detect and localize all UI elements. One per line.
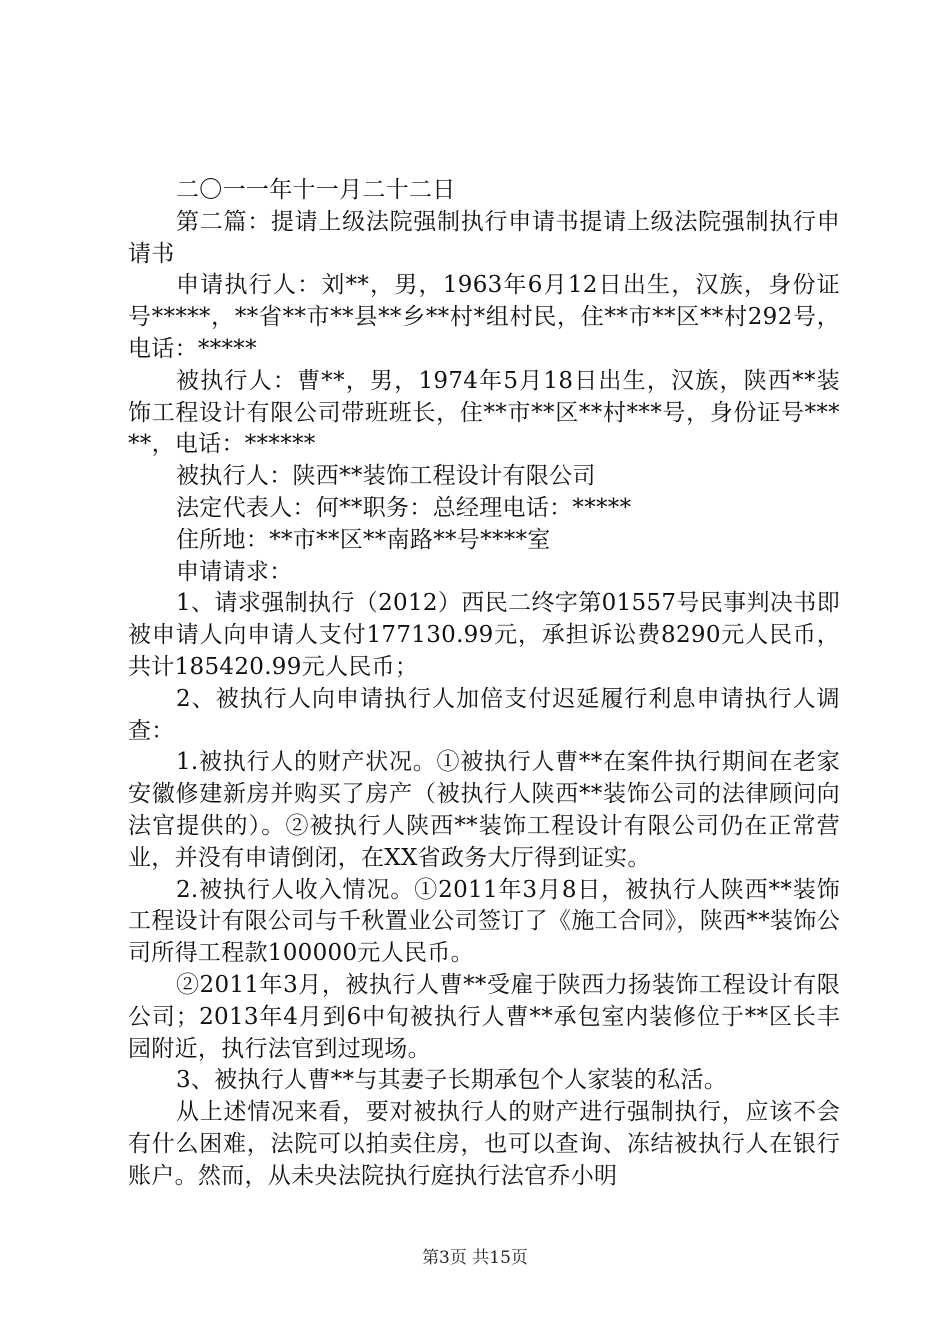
investigation-item-1: 1.被执行人的财产状况。①被执行人曹**在案件执行期间在老家安徽修建新房并购买了房产（被执行人陕西**装饰公司的法律顾问向法官提供的）。②被执行人陕西**装饰工程设计有限公司仍在正常营业，并没有申请倒闭，在XX省政务大厅得到证实。 — [128, 749, 840, 871]
request-item-2: 2、被执行人向申请执行人加倍支付迟延履行利息申请执行人调查： — [128, 685, 840, 744]
respondent-company-paragraph: 被执行人：陕西**装饰工程设计有限公司 — [176, 463, 596, 490]
legal-representative-paragraph: 法定代表人：何**职务：总经理电话：***** — [176, 494, 632, 521]
page-number-footer: 第3页 共15页 — [422, 1248, 528, 1268]
respondent-person-paragraph: 被执行人：曹**，男，1974年5月18日出生，汉族，陕西**装饰工程设计有限公司带班班长，住**市**区**村***号，身份证号*****，电话：****** — [128, 367, 840, 458]
applicant-paragraph: 申请执行人：刘**，男，1963年6月12日出生，汉族，身份证号*****，**省**市**县**乡**村*组村民，住**市**区**村292号，电话：***** — [128, 272, 840, 362]
address-paragraph: 住所地：**市**区**南路**号****室 — [176, 526, 551, 553]
investigation-item-2: 2.被执行人收入情况。①2011年3月8日，被执行人陕西**装饰工程设计有限公司与千秋置业公司签订了《施工合同》，陕西**装饰公司所得工程款100000元人民币。 — [128, 876, 840, 967]
investigation-item-3: 3、被执行人曹**与其妻子长期承包个人家装的私活。 — [176, 1067, 728, 1094]
conclusion-paragraph: 从上述情况来看，要对被执行人的财产进行强制执行，应该不会有什么困难，法院可以拍卖住房，也可以查询、冻结被执行人在银行账户。然而，从未央法院执行庭执行法官乔小明 — [128, 1099, 840, 1189]
date-line: 二〇一一年十一月二十二日 — [176, 177, 456, 203]
request-heading: 申请请求： — [176, 558, 293, 585]
investigation-item-2-sub: ②2011年3月，被执行人曹**受雇于陕西力扬装饰工程设计有限公司；2013年4月到6中旬被执行人曹**承包室内装修位于**区长丰园附近，执行法官到过现场。 — [128, 971, 840, 1062]
request-item-1: 1、请求强制执行（2012）西民二终字第01557号民事判决书即被申请人向申请人支付177130.99元，承担诉讼费8290元人民币，共计185420.99元人民币； — [128, 590, 840, 680]
document-body — [128, 175, 840, 1193]
section-title: 第二篇：提请上级法院强制执行申请书提请上级法院强制执行申请书 — [128, 208, 840, 267]
